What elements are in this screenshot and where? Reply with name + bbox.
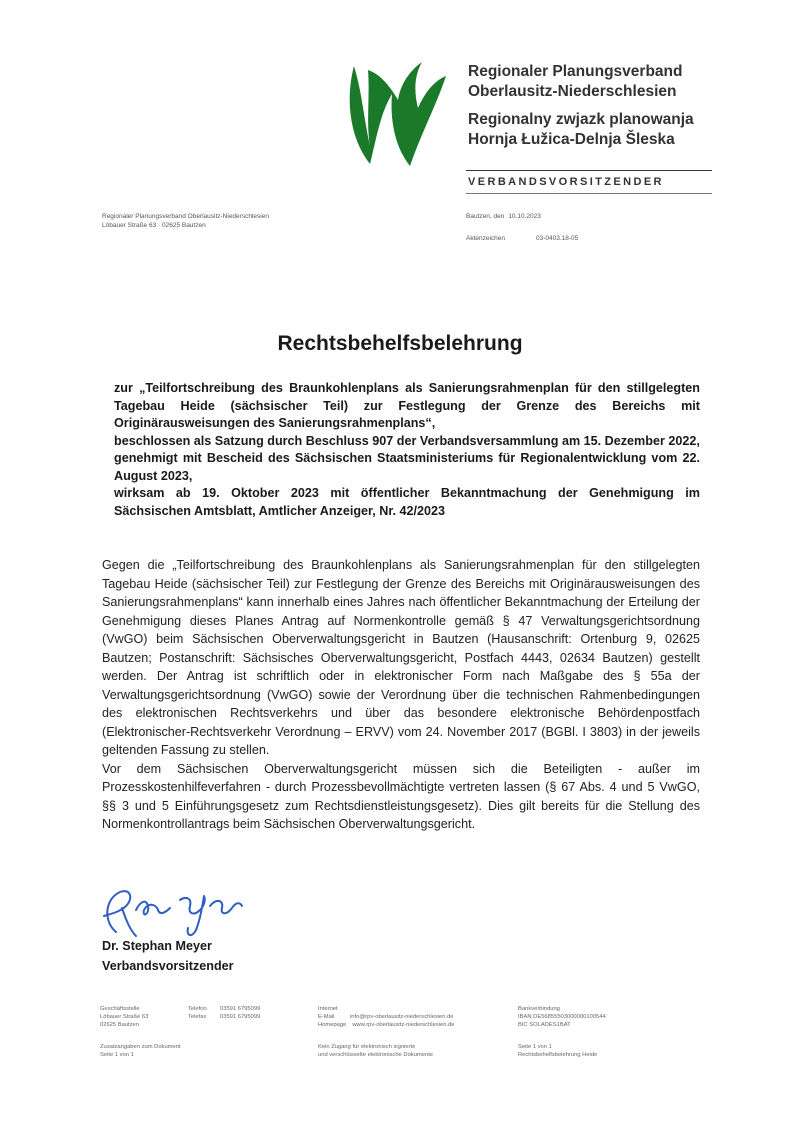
footer-line: Rechtsbehelfsbelehrung Heide (518, 1052, 598, 1058)
footer-line: Bankverbindung (518, 1006, 560, 1012)
footer-phone (188, 1005, 260, 1021)
footer-homepage-link[interactable]: www.rpv-oberlausitz-niederschlesien.de (352, 1022, 455, 1028)
footer-key: Internet (318, 1006, 338, 1012)
sender-line: Regionaler Planungsverband Oberlausitz-Niederschlesien (102, 213, 269, 220)
reference-value: 03-0403.18-05 (536, 235, 579, 242)
intro-paragraph: beschlossen als Satzung durch Beschluss 907 der Verbandsversammlung am 15. Dezember 2022, (114, 433, 700, 448)
signer-name: Dr. Stephan Meyer (102, 939, 212, 953)
footer-value: 03591 6795099 (220, 1014, 261, 1020)
footer-value: 03591 6795099 (220, 1006, 261, 1012)
body-text (102, 556, 700, 834)
footer-note (100, 1043, 181, 1059)
footer-email-link[interactable]: info@rpv-oberlausitz-niederschlesien.de (350, 1014, 454, 1020)
footer-bank (518, 1005, 606, 1029)
footer-line: 02625 Bautzen (100, 1022, 140, 1028)
footer-line: Seite 1 von 1 (100, 1052, 134, 1058)
rpv-logo-icon (340, 56, 450, 176)
body-paragraph: Vor dem Sächsischen Oberverwaltungsgericht müssen sich die Beteiligten - außer im Prozesskostenhilfeverfahren - durch Prozessbevollmächtigte vertreten lassen (§ 67 Abs. 4 und 5 VwGO, §§ 3 und 5 Einführungsgesetz zum Rechtsdienstleistungsgesetz). Dies gilt bereits für die Stellung des Normenkontrollantrags beim Sächsischen Oberverwaltungsgericht. (102, 761, 700, 831)
intro-paragraph: genehmigt mit Bescheid des Sächsischen Staatsministeriums für Regionalentwicklung vom 22. August 2023, (114, 451, 700, 483)
reference-label: Aktenzeichen (466, 235, 506, 242)
footer-line: IBAN DE56855503000000100544 (518, 1014, 606, 1020)
intro-paragraph: zur „Teilfortschreibung des Braunkohlenplans als Sanierungsrahmenplan für den stillgelegten Tagebau Heide (sächsischer Teil) zur Festlegung der Grenze des Bereichs mit Originärausweisungen des Sanierungsrahmenplans“, (114, 381, 700, 430)
footer-line: Zusatzangaben zum Dokument (100, 1044, 181, 1050)
org-name-sorbian-1: Regionalny zwjazk planowanja (468, 111, 694, 128)
document-title: Rechtsbehelfsbelehrung (277, 332, 523, 355)
footer-contact (318, 1005, 455, 1029)
document-meta (466, 212, 578, 243)
footer-line: Kein Zugang für elektronisch signierte (318, 1044, 416, 1050)
date-label: Bautzen, den (466, 213, 505, 220)
body-paragraph: Gegen die „Teilfortschreibung des Braunkohlenplans als Sanierungsrahmenplan für den stillgelegten Tagebau Heide (sächsischer Teil) zur Festlegung der Grenze des Bereichs mit Originärausweisungen des Sanierungsrahmenplans“ kann innerhalb eines Jahres nach öffentlicher Bekanntmachung der Erteilung der Genehmigung dieses Planes Antrag auf Normenkontrolle gemäß § 47 Verwaltungsgerichtsordnung (VwGO) beim Sächsischen Oberverwaltungsgericht in Bautzen (Hausanschrift: Ortenburg 9, 02625 Bautzen; Postanschrift: Sächsisches Oberverwaltungsgericht, Postfach 4443, 02634 Bautzen) gestellt werden. Der Antrag ist schriftlich oder in elektronischer Form nach Maßgabe des § 55a der Verwaltungsgerichtsordnung (VwGO) sowie der Verordnung über die technischen Rahmenbedingungen des elektronischen Rechtsverkehrs und über das besondere elektronische Behördenpostfach (Elektronischer-Rechtsverkehr Verordnung – ERVV) vom 24. November 2017 (BGBl. I 3803) in der jeweils geltenden Fassung zu stellen. (102, 558, 700, 757)
footer-address (100, 1005, 148, 1029)
org-name-german-1: Regionaler Planungsverband (468, 63, 683, 80)
signature-image (96, 880, 266, 940)
footer-page-info (518, 1043, 597, 1059)
footer-key: Telefon (188, 1006, 207, 1012)
footer-line: und verschlüsselte elektronische Dokumente (318, 1052, 434, 1058)
footer-line: Seite 1 von 1 (518, 1044, 552, 1050)
date-value: 10.10.2023 (508, 213, 541, 220)
footer-line: BIC SOLADES1BAT (518, 1022, 571, 1028)
org-name-german-2: Oberlausitz-Niederschlesien (468, 83, 677, 100)
organization-name (468, 62, 694, 150)
footer-line: Geschäftsstelle (100, 1006, 140, 1012)
footer-key: E-Mail (318, 1014, 335, 1020)
sender-address (102, 212, 269, 230)
org-name-sorbian-2: Hornja Łužica-Delnja Šleska (468, 131, 675, 148)
signer-role: Verbandsvorsitzender (102, 959, 234, 973)
footer-key: Homepage (318, 1022, 347, 1028)
intro-paragraph: wirksam ab 19. Oktober 2023 mit öffentlicher Bekanntmachung der Genehmigung im Sächsischen Amtsblatt, Amtlicher Anzeiger, Nr. 42/2023 (114, 486, 700, 518)
signer-block (102, 936, 234, 976)
divider (466, 193, 712, 194)
intro-block (114, 380, 700, 520)
footer-key: Telefax (188, 1014, 207, 1020)
footer-line: Löbauer Straße 63 (100, 1014, 149, 1020)
footer-note (318, 1043, 433, 1059)
divider (466, 170, 712, 171)
sender-line: Löbauer Straße 63 · 02625 Bautzen (102, 222, 206, 229)
role-heading: VERBANDSVORSITZENDER (468, 176, 664, 188)
